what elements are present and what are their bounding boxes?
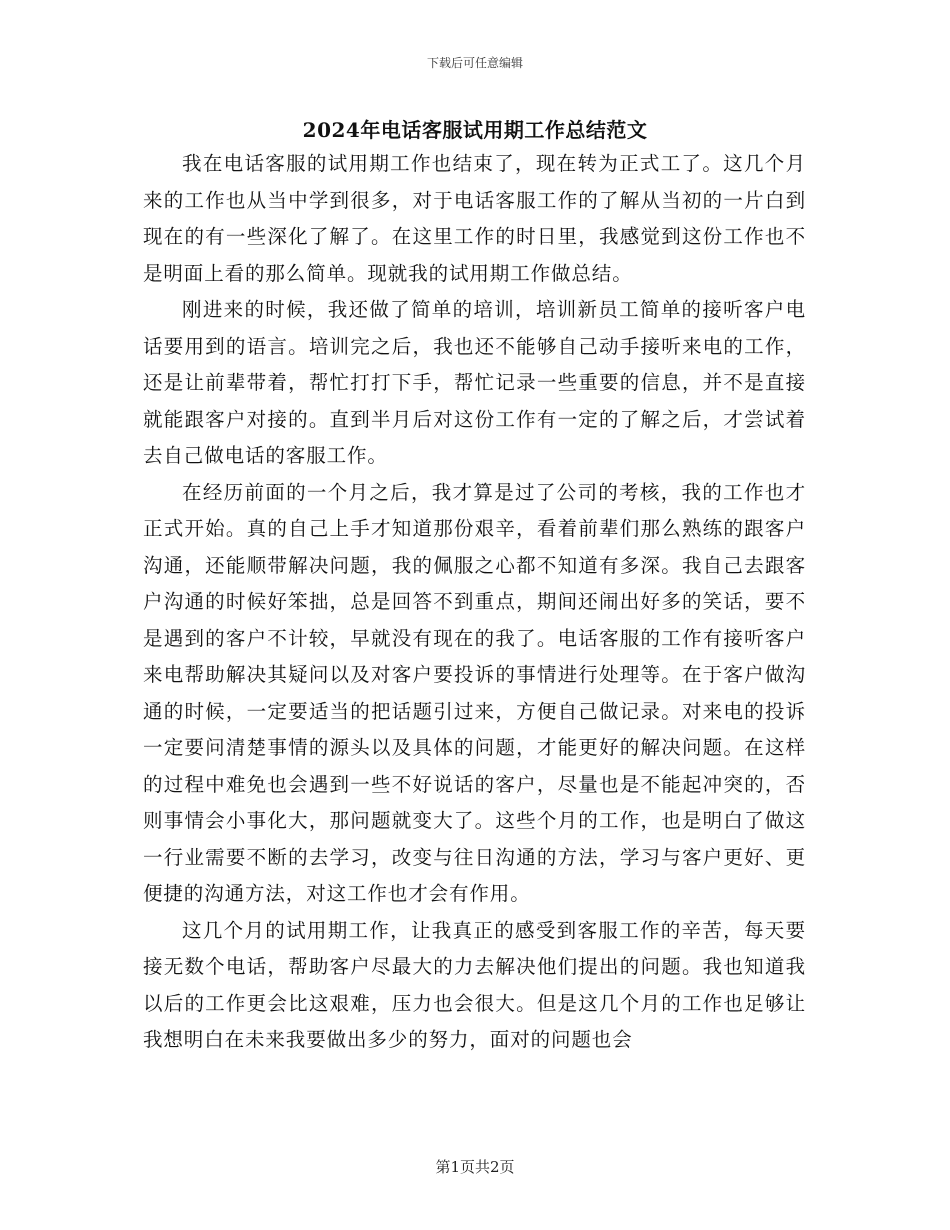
- paragraph-4: 这几个月的试用期工作，让我真正的感受到客服工作的辛苦，每天要接无数个电话，帮助客户尽最大的力去解决他们提出的问题。我也知道我以后的工作更会比这艰难，压力也会很大。但是这几个月的工作也足够让我想明白在未来我要做出多少的努力，面对的问题也会: [143, 918, 806, 1051]
- paragraph-3: 在经历前面的一个月之后，我才算是过了公司的考核，我的工作也才正式开始。真的自己上手才知道那份艰辛，看着前辈们那么熟练的跟客户沟通，还能顺带解决问题，我的佩服之心都不知道有多深。我自己去跟客户沟通的时候好笨拙，总是回答不到重点，期间还闹出好多的笑话，要不是遇到的客户不计较，早就没有现在的我了。电话客服的工作有接听客户来电帮助解决其疑问以及对客户要投诉的事情进行处理等。在于客户做沟通的时候，一定要适当的把话题引过来，方便自己做记录。对来电的投诉一定要问清楚事情的源头以及具体的问题，才能更好的解决问题。在这样的过程中难免也会遇到一些不好说话的客户，尽量也是不能起冲突的，否则事情会小事化大，那问题就变大了。这些个月的工作，也是明白了做这一行业需要不断的去学习，改变与往日沟通的方法，学习与客户更好、更便捷的沟通方法，对这工作也才会有作用。: [143, 480, 806, 905]
- page-header-note: 下载后可任意编辑: [426, 56, 523, 70]
- document-body: [143, 146, 806, 1059]
- paragraph-2: 刚进来的时候，我还做了简单的培训，培训新员工简单的接听客户电话要用到的语言。培训完之后，我也还不能够自己动手接听来电的工作，还是让前辈带着，帮忙打打下手，帮忙记录一些重要的信息，并不是直接就能跟客户对接的。直到半月后对这份工作有一定的了解之后，才尝试着去自己做电话的客服工作。: [143, 298, 806, 467]
- document-title: 2024年电话客服试用期工作总结范文: [302, 118, 648, 142]
- paragraph-1: 我在电话客服的试用期工作也结束了，现在转为正式工了。这几个月来的工作也从当中学到很多，对于电话客服工作的了解从当初的一片白到现在的有一些深化了解了。在这里工作的时日里，我感觉到这份工作也不是明面上看的那么简单。现就我的试用期工作做总结。: [143, 152, 806, 285]
- page-number: 第1页共2页: [435, 1158, 515, 1176]
